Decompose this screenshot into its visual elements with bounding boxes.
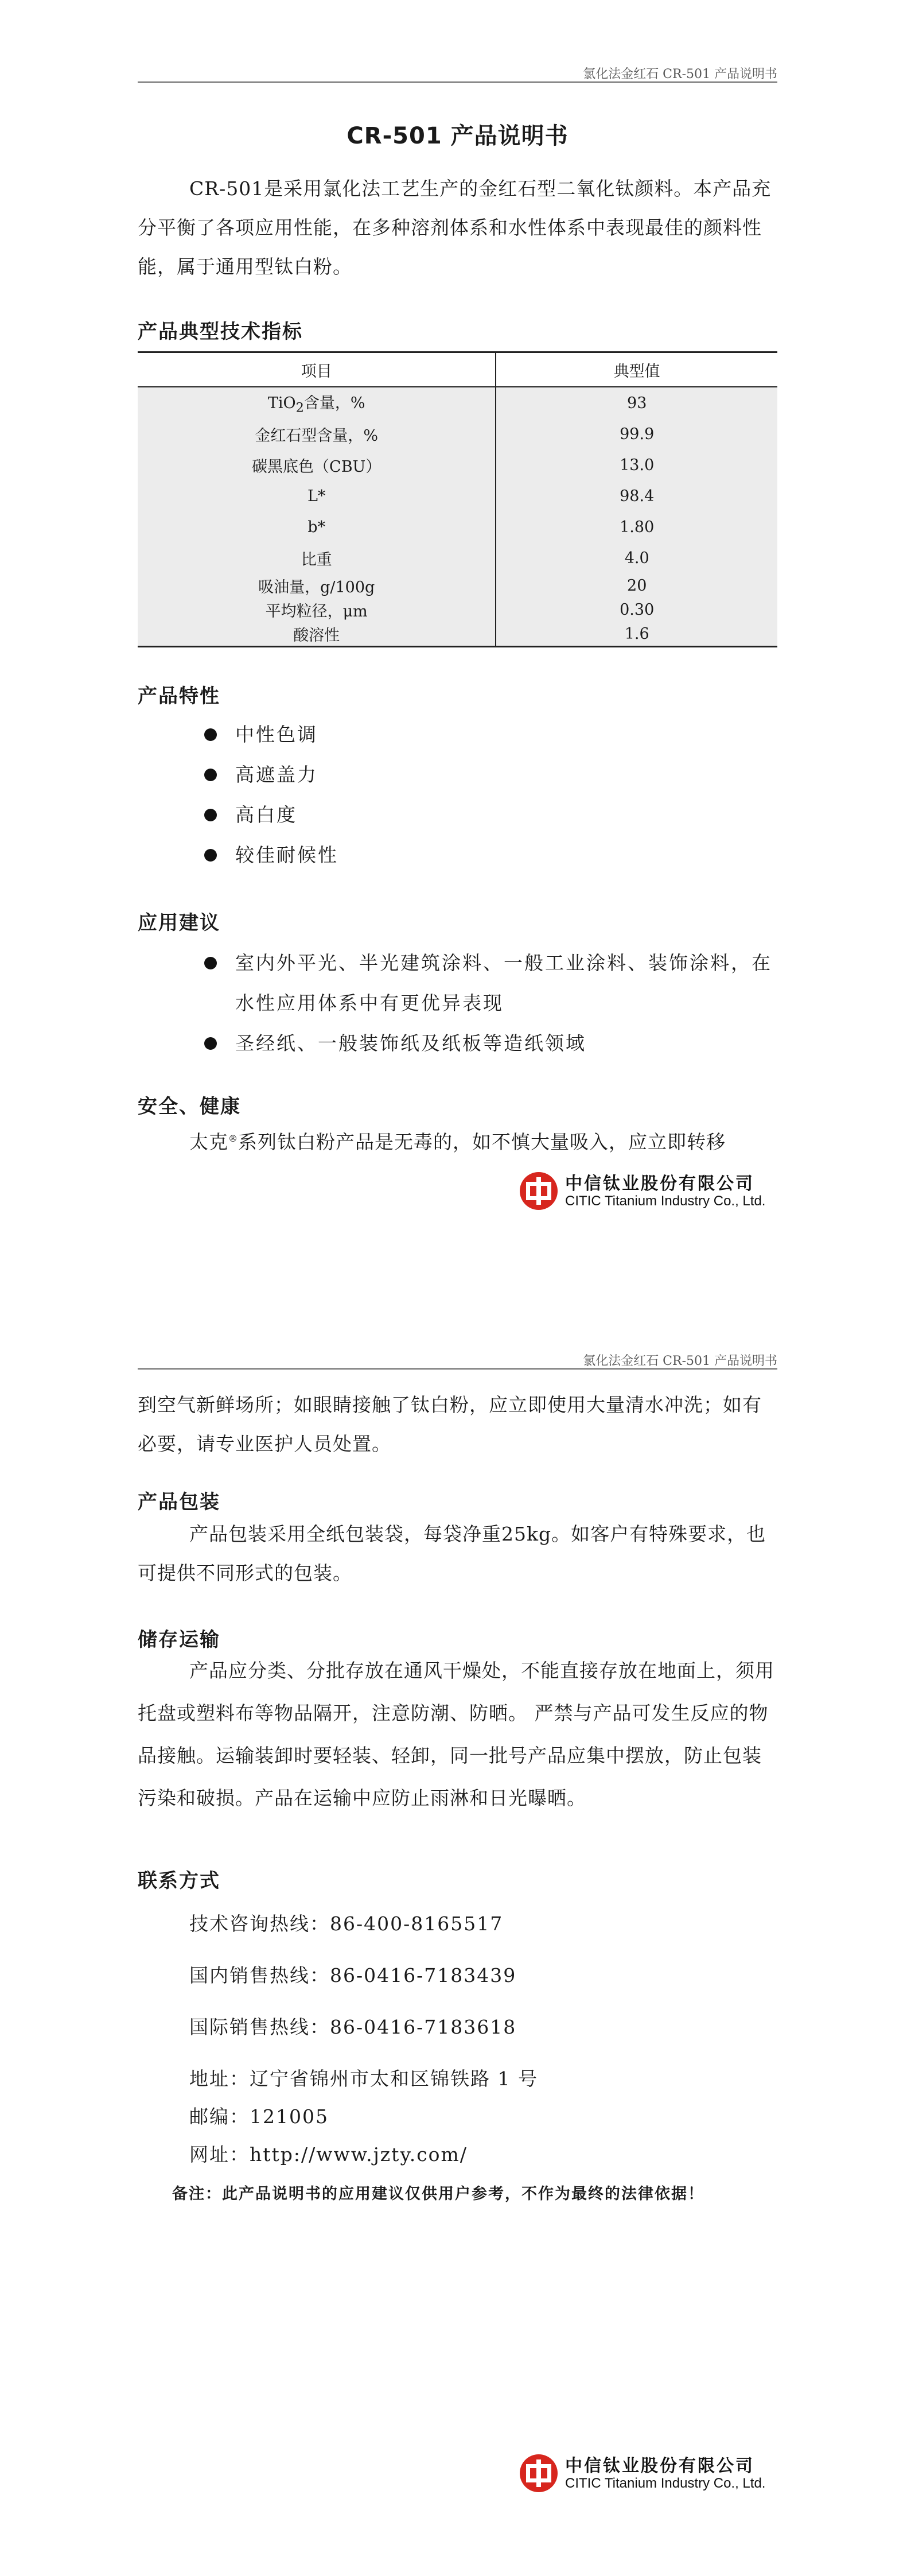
col-item-header: 项目 bbox=[138, 352, 496, 387]
header-rule bbox=[138, 1368, 777, 1370]
spec-value: 99.9 bbox=[496, 418, 777, 449]
company-name-cn: 中信钛业股份有限公司 bbox=[565, 1174, 754, 1194]
table-row bbox=[138, 387, 777, 418]
postcode: 邮编：121005 bbox=[189, 2105, 329, 2128]
header-rule bbox=[138, 82, 777, 83]
list-item: 高遮盖力 bbox=[201, 755, 780, 795]
page-header-text: 氯化法金红石 CR-501 产品说明书 bbox=[583, 1354, 777, 1368]
bullet-icon bbox=[204, 728, 217, 741]
company-logo bbox=[519, 1168, 777, 1214]
website-link[interactable]: 网址：http://www.jzty.com/ bbox=[189, 2143, 468, 2166]
spec-table-header bbox=[138, 352, 777, 387]
bullet-icon bbox=[204, 849, 217, 862]
company-name-cn: 中信钛业股份有限公司 bbox=[565, 2456, 754, 2476]
bullet-icon bbox=[204, 809, 217, 821]
applications-list bbox=[201, 943, 780, 1064]
applications-heading: 应用建议 bbox=[138, 911, 220, 934]
table-row bbox=[138, 511, 777, 542]
col-value-header: 典型值 bbox=[496, 352, 777, 387]
spec-item: 金红石型含量，% bbox=[138, 418, 496, 449]
disclaimer-note: 备注：此产品说明书的应用建议仅供用户参考，不作为最终的法律依据！ bbox=[172, 2185, 704, 2203]
list-item: 室内外平光、半光建筑涂料、一般工业涂料、装饰涂料，在水性应用体系中有更优异表现 bbox=[201, 943, 780, 1023]
domestic-hotline: 国内销售热线：86-0416-7183439 bbox=[189, 1964, 517, 1987]
spec-value: 0.30 bbox=[496, 598, 777, 622]
safety-paragraph-part2: 到空气新鲜场所；如眼睛接触了钛白粉，应立即使用大量清水冲洗；如有必要，请专业医护人员处置。 bbox=[138, 1394, 762, 1455]
spec-value: 98.4 bbox=[496, 480, 777, 511]
list-item: 高白度 bbox=[201, 795, 780, 835]
spec-item: 平均粒径，μm bbox=[138, 598, 496, 622]
table-row bbox=[138, 622, 777, 647]
storage-paragraph: 产品应分类、分批存放在通风干燥处，不能直接存放在地面上，须用托盘或塑料布等物品隔开，注意防潮、防晒。 严禁与产品可发生反应的物品接触。运输装卸时要轻装、轻卸，同一批号产品应集中摆放，防止包装污染和破损。产品在运输中应防止雨淋和日光曝晒。 bbox=[138, 1659, 774, 1809]
features-heading: 产品特性 bbox=[138, 685, 220, 708]
safety-paragraph-part1: 太克®系列钛白粉产品是无毒的，如不慎大量吸入，应立即转移 bbox=[189, 1131, 726, 1153]
spec-value: 20 bbox=[496, 573, 777, 598]
spec-item: 吸油量，g/100g bbox=[138, 573, 496, 598]
packaging-heading: 产品包装 bbox=[138, 1491, 220, 1514]
features-list bbox=[201, 715, 780, 875]
table-row bbox=[138, 449, 777, 480]
table-row bbox=[138, 480, 777, 511]
company-logo bbox=[519, 2450, 777, 2496]
bullet-icon bbox=[204, 1037, 217, 1050]
bullet-icon bbox=[204, 957, 217, 969]
spec-item: 碳黑底色（CBU） bbox=[138, 449, 496, 480]
list-item: 圣经纸、一般装饰纸及纸板等造纸领域 bbox=[201, 1023, 780, 1064]
spec-value: 1.6 bbox=[496, 622, 777, 647]
spec-value: 13.0 bbox=[496, 449, 777, 480]
table-row bbox=[138, 598, 777, 622]
spec-value: 93 bbox=[496, 387, 777, 418]
safety-heading: 安全、健康 bbox=[138, 1095, 241, 1118]
storage-heading: 储存运输 bbox=[138, 1628, 220, 1651]
tech-hotline: 技术咨询热线：86-400-8165517 bbox=[189, 1912, 504, 1935]
bullet-icon bbox=[204, 769, 217, 781]
list-item: 中性色调 bbox=[201, 715, 780, 755]
intl-hotline: 国际销售热线：86-0416-7183618 bbox=[189, 2016, 517, 2038]
document-title: CR-501 产品说明书 bbox=[347, 123, 569, 149]
spec-value: 1.80 bbox=[496, 511, 777, 542]
company-name-en: CITIC Titanium Industry Co., Ltd. bbox=[565, 2476, 766, 2491]
spec-item: 比重 bbox=[138, 542, 496, 573]
spec-value: 4.0 bbox=[496, 542, 777, 573]
company-name-en: CITIC Titanium Industry Co., Ltd. bbox=[565, 1193, 766, 1209]
table-row bbox=[138, 542, 777, 573]
spec-table bbox=[138, 351, 777, 647]
spec-item: TiO$_2$含量，% bbox=[138, 387, 496, 418]
citic-logo-icon bbox=[519, 2454, 558, 2493]
spec-heading: 产品典型技术指标 bbox=[138, 320, 303, 343]
spec-item: L* bbox=[138, 480, 496, 511]
spec-item: 酸溶性 bbox=[138, 622, 496, 647]
table-row bbox=[138, 418, 777, 449]
table-row bbox=[138, 573, 777, 598]
address: 地址：辽宁省锦州市太和区锦铁路 1 号 bbox=[189, 2067, 538, 2090]
intro-paragraph: CR-501是采用氯化法工艺生产的金红石型二氧化钛颜料。本产品充分平衡了各项应用性能，在多种溶剂体系和水性体系中表现最佳的颜料性能，属于通用型钛白粉。 bbox=[138, 177, 772, 278]
spec-item: b* bbox=[138, 511, 496, 542]
page-2 bbox=[0, 1288, 911, 2576]
citic-logo-icon bbox=[519, 1171, 558, 1211]
page-header-text: 氯化法金红石 CR-501 产品说明书 bbox=[583, 67, 777, 82]
list-item: 较佳耐候性 bbox=[201, 835, 780, 875]
packaging-paragraph: 产品包装采用全纸包装袋，每袋净重25kg。如客户有特殊要求，也可提供不同形式的包装。 bbox=[138, 1523, 766, 1584]
contact-heading: 联系方式 bbox=[138, 1869, 220, 1892]
